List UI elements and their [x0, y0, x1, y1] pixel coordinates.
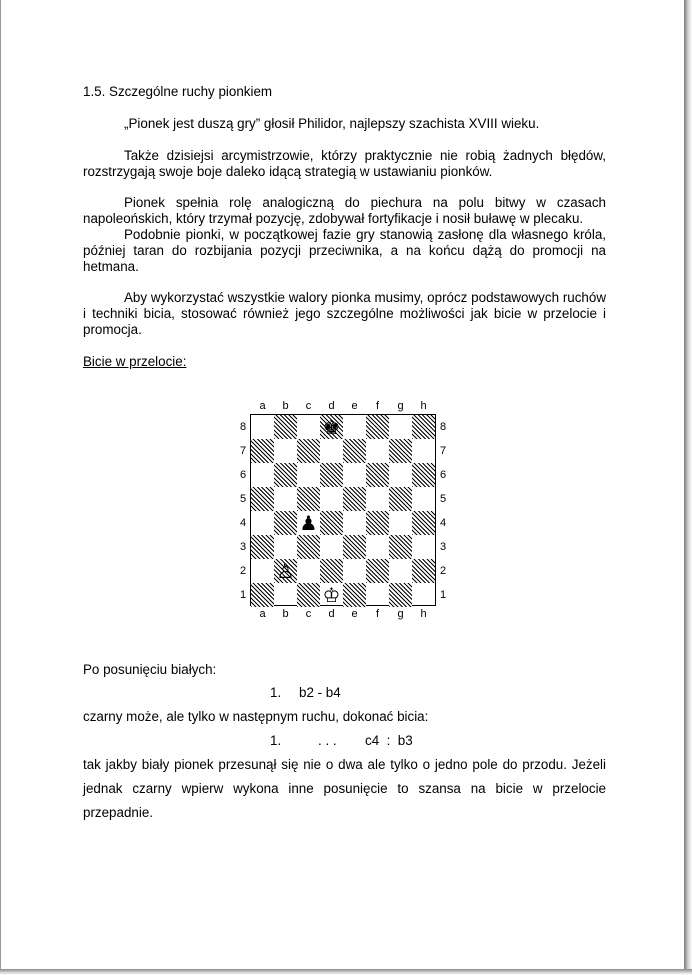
square-c8: [297, 415, 320, 439]
rank-label-1-left: 1: [239, 589, 247, 601]
square-f3: [366, 535, 389, 559]
square-a5: [251, 487, 274, 511]
page-right-shadow: [684, 0, 692, 975]
square-g7: [389, 439, 412, 463]
chess-board: [250, 414, 436, 606]
file-label-e-top: e: [351, 400, 358, 412]
square-d6: [320, 463, 343, 487]
black-can-capture-text: czarny może, ale tylko w następnym ruchu, dokonać bicia:: [83, 709, 429, 724]
square-f5: [366, 487, 389, 511]
file-label-g-top: g: [397, 400, 404, 412]
square-g4: [389, 511, 412, 535]
square-b4: [274, 511, 297, 535]
file-label-c-bottom: c: [305, 608, 312, 620]
file-label-h-top: h: [420, 400, 427, 412]
square-h8: [412, 415, 435, 439]
file-label-e-bottom: e: [351, 608, 358, 620]
rank-label-2-left: 2: [239, 565, 247, 577]
rank-label-2-right: 2: [439, 565, 447, 577]
rank-label-6-right: 6: [439, 469, 447, 481]
square-f7: [366, 439, 389, 463]
square-f8: [366, 415, 389, 439]
square-a6: [251, 463, 274, 487]
paragraph-pawn-roles: Podobnie pionki, w początkowej fazie gry stanowią zasłonę dla własnego króla, później taran do rozbijania pozycji przeciwnika, a na końcu dążą do promocji na hetmana.: [83, 227, 606, 274]
square-e4: [343, 511, 366, 535]
move2-number: 1.: [270, 733, 282, 748]
rank-label-5-left: 5: [239, 493, 247, 505]
square-b8: [274, 415, 297, 439]
rank-label-6-left: 6: [239, 469, 247, 481]
square-b5: [274, 487, 297, 511]
square-e7: [343, 439, 366, 463]
move1-white: b2 - b4: [299, 685, 341, 700]
rank-label-7-right: 7: [439, 445, 447, 457]
square-g1: [389, 583, 412, 607]
file-label-b-bottom: b: [282, 608, 289, 620]
square-d2: [320, 559, 343, 583]
file-label-f-bottom: f: [375, 608, 380, 620]
file-label-b-top: b: [282, 400, 289, 412]
square-a8: [251, 415, 274, 439]
file-label-h-bottom: h: [420, 608, 427, 620]
page-left-border: [0, 0, 1, 975]
paragraph-infantry: Pionek spełnia rolę analogiczną do piechura na polu bitwy w czasach napoleońskich, który trzymał pozycję, zdobywał fortyfikacje i nosił buławę w plecaku.: [83, 195, 606, 226]
paragraph-closing: tak jakby biały pionek przesunął się nie o dwa ale tylko o jedno pole do przodu. Jeżeli jednak czarny wpierw wykona inne posunięcie to szansa na bicie w przelocie przepadnie.: [83, 757, 606, 820]
square-f2: [366, 559, 389, 583]
square-d3: [320, 535, 343, 559]
section-heading: 1.5. Szczególne ruchy pionkiem: [83, 84, 273, 99]
square-h1: [412, 583, 435, 607]
rank-label-4-left: 4: [239, 517, 247, 529]
square-g3: [389, 535, 412, 559]
page-bottom-shadow: [0, 969, 692, 975]
file-label-d-bottom: d: [328, 608, 335, 620]
square-c6: [297, 463, 320, 487]
square-b6: [274, 463, 297, 487]
paragraph-philidor-quote: „Pionek jest duszą gry” głosił Philidor, najlepszy szachista XVIII wieku.: [124, 116, 540, 131]
square-a3: [251, 535, 274, 559]
square-d5: [320, 487, 343, 511]
square-a4: [251, 511, 274, 535]
square-e5: [343, 487, 366, 511]
square-h6: [412, 463, 435, 487]
paragraph-special-moves: Aby wykorzystać wszystkie walory pionka musimy, oprócz podstawowych ruchów i techniki bicia, stosować również jego szczególne możliwości jak bicie w przelocie i promocja.: [83, 290, 606, 337]
rank-label-8-right: 8: [439, 421, 447, 433]
rank-label-1-right: 1: [439, 589, 447, 601]
file-label-g-bottom: g: [397, 608, 404, 620]
square-a1: [251, 583, 274, 607]
square-h5: [412, 487, 435, 511]
black-pawn-icon: ♟: [299, 511, 318, 535]
rank-label-4-right: 4: [439, 517, 447, 529]
square-f4: [366, 511, 389, 535]
square-c5: [297, 487, 320, 511]
square-c2: [297, 559, 320, 583]
square-c7: [297, 439, 320, 463]
square-b1: [274, 583, 297, 607]
file-label-a-bottom: a: [259, 608, 266, 620]
subheading-en-passant: Bicie w przelocie:: [83, 354, 187, 369]
square-g6: [389, 463, 412, 487]
after-white-label: Po posunięciu białych:: [83, 662, 217, 677]
square-c1: [297, 583, 320, 607]
square-h3: [412, 535, 435, 559]
square-a7: [251, 439, 274, 463]
square-a2: [251, 559, 274, 583]
white-king-icon: ♔: [322, 583, 341, 607]
file-label-f-top: f: [375, 400, 380, 412]
square-d7: [320, 439, 343, 463]
rank-label-3-right: 3: [439, 541, 447, 553]
square-e6: [343, 463, 366, 487]
square-d4: [320, 511, 343, 535]
rank-label-7-left: 7: [239, 445, 247, 457]
file-label-d-top: d: [328, 400, 335, 412]
black-king-icon: ♚: [322, 415, 341, 439]
file-label-c-top: c: [305, 400, 312, 412]
rank-label-8-left: 8: [239, 421, 247, 433]
square-f6: [366, 463, 389, 487]
rank-label-3-left: 3: [239, 541, 247, 553]
rank-label-5-right: 5: [439, 493, 447, 505]
square-b7: [274, 439, 297, 463]
square-h2: [412, 559, 435, 583]
square-c3: [297, 535, 320, 559]
square-b3: [274, 535, 297, 559]
square-e3: [343, 535, 366, 559]
file-label-a-top: a: [259, 400, 266, 412]
square-g2: [389, 559, 412, 583]
move1-number: 1.: [270, 685, 282, 700]
move2-dots: . . .: [318, 733, 337, 748]
square-f1: [366, 583, 389, 607]
square-e8: [343, 415, 366, 439]
white-pawn-icon: ♙: [276, 559, 295, 583]
square-g8: [389, 415, 412, 439]
square-e2: [343, 559, 366, 583]
move2-black: c4 : b3: [365, 733, 413, 748]
square-e1: [343, 583, 366, 607]
square-g5: [389, 487, 412, 511]
square-h7: [412, 439, 435, 463]
paragraph-grandmasters: Także dzisiejsi arcymistrzowie, którzy praktycznie nie robią żadnych błędów, rozstrzygają swoje boje daleko idącą strategią w ustawianiu pionków.: [83, 148, 606, 179]
square-h4: [412, 511, 435, 535]
